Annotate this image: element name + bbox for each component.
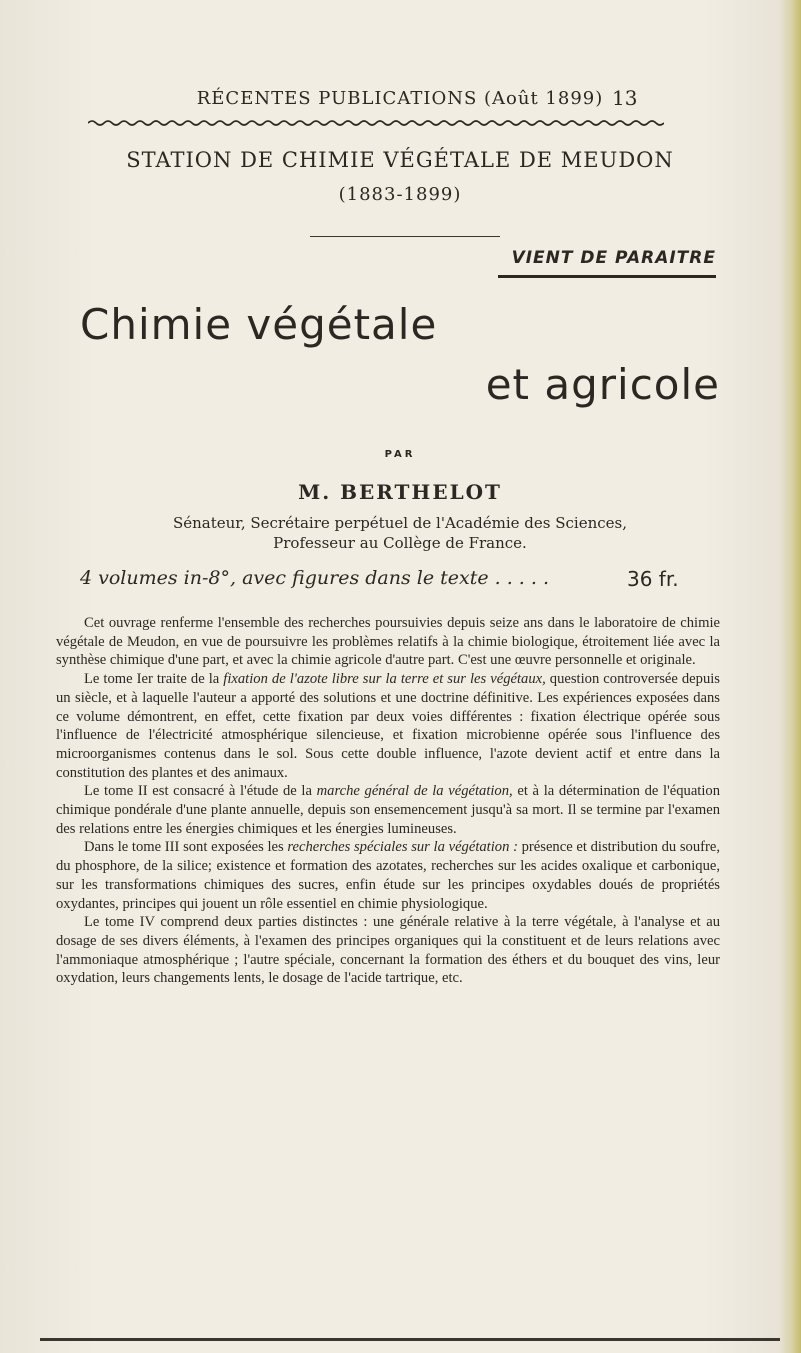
announcement-underline [498,275,716,278]
running-head: RÉCENTES PUBLICATIONS (Août 1899) [196,88,604,109]
author-name: M. BERTHELOT [298,480,502,504]
description-body [56,614,720,988]
paragraph-text: Le tome Ier traite de la [84,671,224,688]
price: 36 fr. [627,567,679,591]
bottom-rule [40,1338,780,1341]
paragraph-text: Le tome IV comprend deux parties distinctes : une générale relative à la terre végétale, à l'analyse et au dosage de ses divers éléments, à l'examen des principes organiques qui la constituent et de leurs relations avec l'ammoniaque atmosphérique ; l'autre spéciale, concernant la formation des éthers et du bouquet des vins, leur oxydation, leurs changements lents, le dosage de l'acide tartrique, etc. [56,914,720,987]
paragraph-tome-3 [56,838,720,913]
author-title-line-2: Professeur au Collège de France. [273,534,527,552]
paragraph-text: Le tome II est consacré à l'étude de la [84,783,317,800]
paragraph-text: et à la détermination de l'équation chimique pondérale d'une plante annuelle, depuis son ensemencement jusqu'à sa mort. Il se termine par l'examen des relations entre les énergies chimiques et les énergies lumineuses. [56,783,720,837]
paragraph-text: présence et distribution du soufre, du phosphore, de la silice; existence et formation des azotates, recherches sur les acides oxalique et carbonique, sur les transformations chimiques des sucres, enfin étude sur les principes oxydables doués de propriétés oxydantes, principes qui jouent un rôle essentiel en chimie physiologique. [56,839,720,912]
paragraph-emphasis: marche général de la végétation, [316,783,513,800]
book-title-line-2: et agricole [485,360,720,409]
by-label: PAR [384,449,416,460]
short-divider [310,236,500,237]
paragraph-text: Dans le tome III sont exposées les [84,839,288,856]
page-edge-shadow [779,0,801,1353]
wavy-rule [88,118,664,128]
book-title-line-1: Chimie végétale [80,300,438,349]
paragraph-emphasis: fixation de l'azote libre sur la terre et sur les végétaux, [223,671,546,688]
paragraph-tome-2 [56,782,720,838]
station-title: STATION DE CHIMIE VÉGÉTALE DE MEUDON [126,148,674,172]
paragraph-tome-4 [56,913,720,988]
paragraph-text: Cet ouvrage renferme l'ensemble des recherches poursuivies depuis seize ans dans le laboratoire de chimie végétale de Meudon, en vue de poursuivre les problèmes relatifs à la chimie biologique, étroitement liée avec la synthèse chimique d'une part, et avec la chimie agricole d'autre part. C'est une œuvre personnelle et originale. [56,615,720,669]
announcement-label: VIENT DE PARAITRE [511,248,716,268]
paragraph-tome-1 [56,670,720,782]
station-dates: (1883-1899) [338,184,462,205]
paragraph-emphasis: recherches spéciales sur la végétation : [287,839,518,856]
page-number: 13 [612,86,638,110]
paragraph-text: question controversée depuis un siècle, et à laquelle l'auteur a apporté des solutions et une doctrine définitive. Les expériences exposées dans ce volume démontrent, en effet, cette fixation par deux voies différentes : fixation électrique opérée sous l'influence de l'électricité atmosphérique silencieuse, et fixation microbienne opérée sous l'influence des microorganismes contenus dans le sol. Sous cette double influence, l'azote devient actif et entre dans la constitution des plantes et des animaux. [56,671,720,781]
paragraph-intro [56,614,720,670]
wavy-rule-line [88,121,664,125]
volumes-line: 4 volumes in-8°, avec figures dans le texte . . . . . [80,567,549,589]
author-title-line-1: Sénateur, Secrétaire perpétuel de l'Académie des Sciences, [172,514,627,532]
